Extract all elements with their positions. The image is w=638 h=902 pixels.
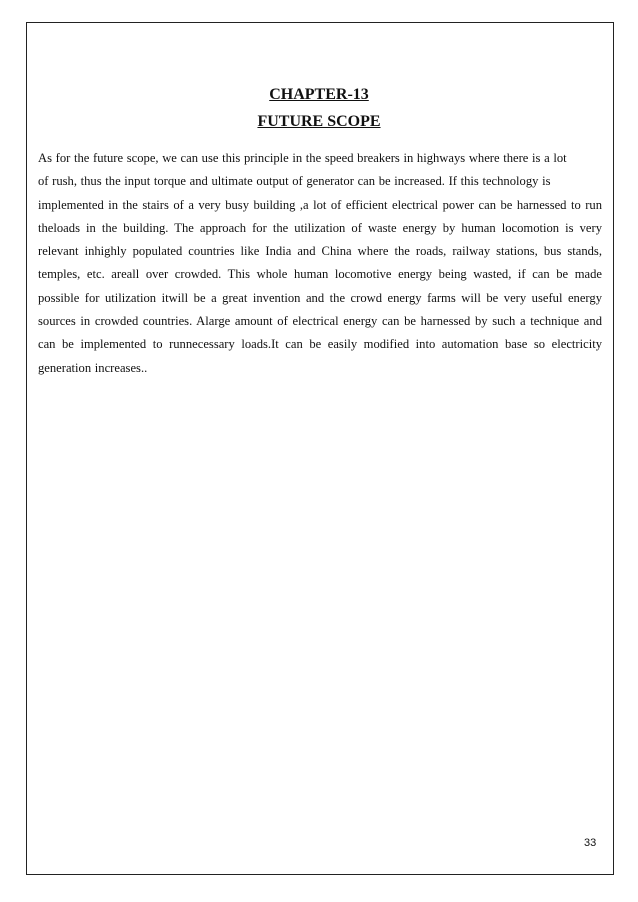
section-title: FUTURE SCOPE [257,113,381,130]
paragraph-line: sources in crowded countries. Alarge amount of electrical energy can be harnessed by such a technique and [38,314,602,329]
chapter-title: CHAPTER-13 [269,86,369,103]
paragraph-line: possible for utilization itwill be a great invention and the crowd energy farms will be very useful energy [38,290,602,305]
paragraph-line: of rush, thus the input torque and ultimate output of generator can be increased. If this technology is [38,174,551,189]
paragraph-line: relevant inhighly populated countries like India and China where the roads, railway stations, bus stands, [38,244,602,259]
paragraph-line: temples, etc. areall over crowded. This whole human locomotive energy being wasted, if can be made [38,267,602,282]
paragraph-line: generation increases.. [38,360,148,375]
paragraph-line: As for the future scope, we can use this principle in the speed breakers in highways where there is a lot [38,151,567,165]
paragraph-line: theloads in the building. The approach for the utilization of waste energy by human locomotion is very [38,220,602,235]
paragraph-line: can be implemented to runnecessary loads.It can be easily modified into automation base so electricity [38,337,602,352]
body-paragraph [38,147,602,380]
page-number: 33 [584,837,597,849]
paragraph-line: implemented in the stairs of a very busy building ,a lot of efficient electrical power can be harnessed to run [38,197,602,212]
